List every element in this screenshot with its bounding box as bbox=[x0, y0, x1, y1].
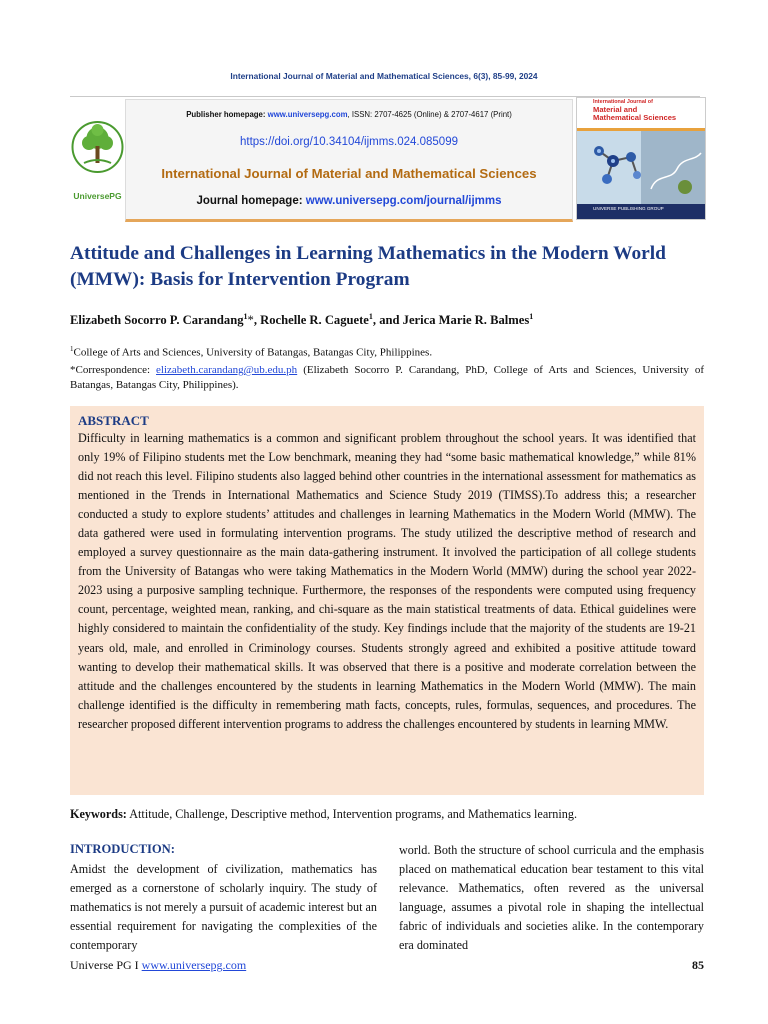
molecule-icon bbox=[577, 131, 705, 204]
cover-top bbox=[577, 98, 705, 129]
cover-small-text: International Journal of bbox=[593, 99, 653, 105]
journal-title: International Journal of Material and Mathematical Sciences bbox=[161, 166, 537, 181]
logo-text: UniversePG bbox=[73, 191, 122, 201]
publisher-label: Publisher homepage: bbox=[186, 110, 268, 119]
abstract-box bbox=[70, 406, 704, 795]
corresponding-star: * bbox=[247, 313, 254, 328]
paper-title-line2: (MMW): Basis for Intervention Program bbox=[70, 269, 410, 290]
journal-homepage bbox=[126, 195, 572, 207]
footer-url[interactable]: www.universepg.com bbox=[141, 958, 247, 972]
journal-header-box bbox=[125, 99, 573, 222]
paper-title bbox=[70, 241, 710, 293]
author-1: Elizabeth Socorro P. Carandang bbox=[70, 313, 244, 328]
universepg-logo bbox=[70, 108, 125, 212]
correspondence-label: *Correspondence: bbox=[70, 364, 157, 376]
journal-home-label: Journal homepage: bbox=[196, 195, 306, 207]
publisher-line bbox=[126, 110, 572, 119]
cover-name bbox=[593, 106, 676, 123]
publisher-url[interactable]: www.universepg.com bbox=[267, 110, 348, 119]
keywords-text: Attitude, Challenge, Descriptive method, Intervention programs, and Mathematics learning. bbox=[126, 807, 578, 821]
author-2: , Rochelle R. Caguete bbox=[253, 313, 369, 328]
footer-publisher-name: Universe PG I bbox=[70, 958, 142, 972]
journal-cover bbox=[576, 97, 706, 220]
author-3: , and Jerica Marie R. Balmes bbox=[372, 313, 530, 328]
affiliation bbox=[70, 345, 710, 359]
cover-name-line1: Material and bbox=[593, 105, 638, 114]
paper-title-line1: Attitude and Challenges in Learning Mathematics in the Modern World bbox=[70, 243, 666, 264]
footer-publisher bbox=[70, 958, 246, 973]
keywords-label: Keywords: bbox=[70, 807, 127, 821]
author-2-sup: 1 bbox=[368, 312, 373, 321]
authors bbox=[70, 312, 710, 328]
affiliation-sup: 1 bbox=[70, 345, 74, 353]
correspondence bbox=[70, 363, 704, 394]
cover-name-line2: Mathematical Sciences bbox=[593, 113, 677, 123]
intro-right-column bbox=[399, 841, 704, 954]
intro-heading: INTRODUCTION: bbox=[70, 842, 175, 856]
correspondence-email[interactable]: elizabeth.carandang@ub.edu.ph bbox=[156, 364, 298, 376]
cover-publisher: UNIVERSE PUBLISHING GROUP bbox=[593, 206, 664, 211]
issn: , ISSN: 2707-4625 (Online) & 2707-4617 (Print) bbox=[347, 110, 512, 119]
abstract-body: Difficulty in learning mathematics is a common and significant problem throughout the school years. It was identified that only 19% of Filipino students met the Low benchmark, meaning they had “some basic mathematical knowledge,” while 81% did not reach this level. Filipino students also lagged behind other countries in the international assessment for mathematics as mentioned in the Trends in International Mathematics and Science Study 2019 (TIMSS).To address this; a researcher conducted a study to explore students’ attitudes and challenges in learning Mathematics in the Modern World (MMW). The data gathered were used in formulating intervention programs. The study utilized the descriptive method of research and employed a survey questionnaire as the main data-gathering instrument. It involved the participation of all college students from the University of Batangas who were taking Mathematics in the Modern World (MMW) during the school year 2022-2023 using a purposive sampling technique. Furthermore, the responses of the respondents were computed using frequency count, percentage, weighted mean, ranking, and chi-square as the main statistical treatments of data. Ethical guidelines were highly considered to maintain the confidentiality of the study. Key findings include that the majority of the students are 19-21 years old, male, and enrolled in Criminology courses. Students strongly agreed and exhibited a positive attitude toward wanting to develop their mathematical skills. It was observed that there is a positive and moderate correlation between the attitude and the challenges encountered by the students in learning Mathematics in the Modern World (MMW). The main challenge identified is the difficulty in remembering math facts, concepts, rules, formulas, sequences, and procedures. The researcher proposed different intervention programs to address the challenges encountered by students in learning MMW. bbox=[78, 431, 696, 731]
correspondence-rest: (Elizabeth Socorro P. Carandang, PhD, College of Arts and Sciences, University of Batangas, Batangas City, Philippines). bbox=[70, 364, 704, 392]
running-header: International Journal of Material and Mathematical Sciences, 6(3), 85-99, 2024 bbox=[230, 71, 538, 81]
author-1-sup: 1 bbox=[243, 312, 248, 321]
doi-link[interactable]: https://doi.org/10.34104/ijmms.024.085099 bbox=[239, 136, 458, 148]
journal-home-url[interactable]: www.universepg.com/journal/ijmms bbox=[305, 195, 502, 207]
intro-right-text: world. Both the structure of school curricula and the emphasis placed on mathematical education bear testament to this vital relevance. Mathematics, often revered as the universal language, assumes a pivotal role in shaping the intellectual fabric of individuals and societies alike. In the contemporary era dominated bbox=[399, 843, 704, 952]
tree-icon bbox=[70, 108, 125, 192]
intro-left-text: Amidst the development of civilization, mathematics has emerged as a cornerstone of scholarly inquiry. The study of mathematics is not merely a pursuit of academic interest but an essential requirement for navigating the complexities of the contemporary bbox=[70, 862, 377, 952]
keywords bbox=[70, 807, 710, 822]
abstract-heading: ABSTRACT bbox=[78, 413, 149, 428]
author-3-sup: 1 bbox=[529, 312, 534, 321]
cover-footer bbox=[577, 204, 705, 219]
intro-left-column bbox=[70, 841, 377, 955]
affiliation-text: College of Arts and Sciences, University of Batangas, Batangas City, Philippines. bbox=[73, 346, 433, 359]
page-number: 85 bbox=[692, 958, 704, 972]
